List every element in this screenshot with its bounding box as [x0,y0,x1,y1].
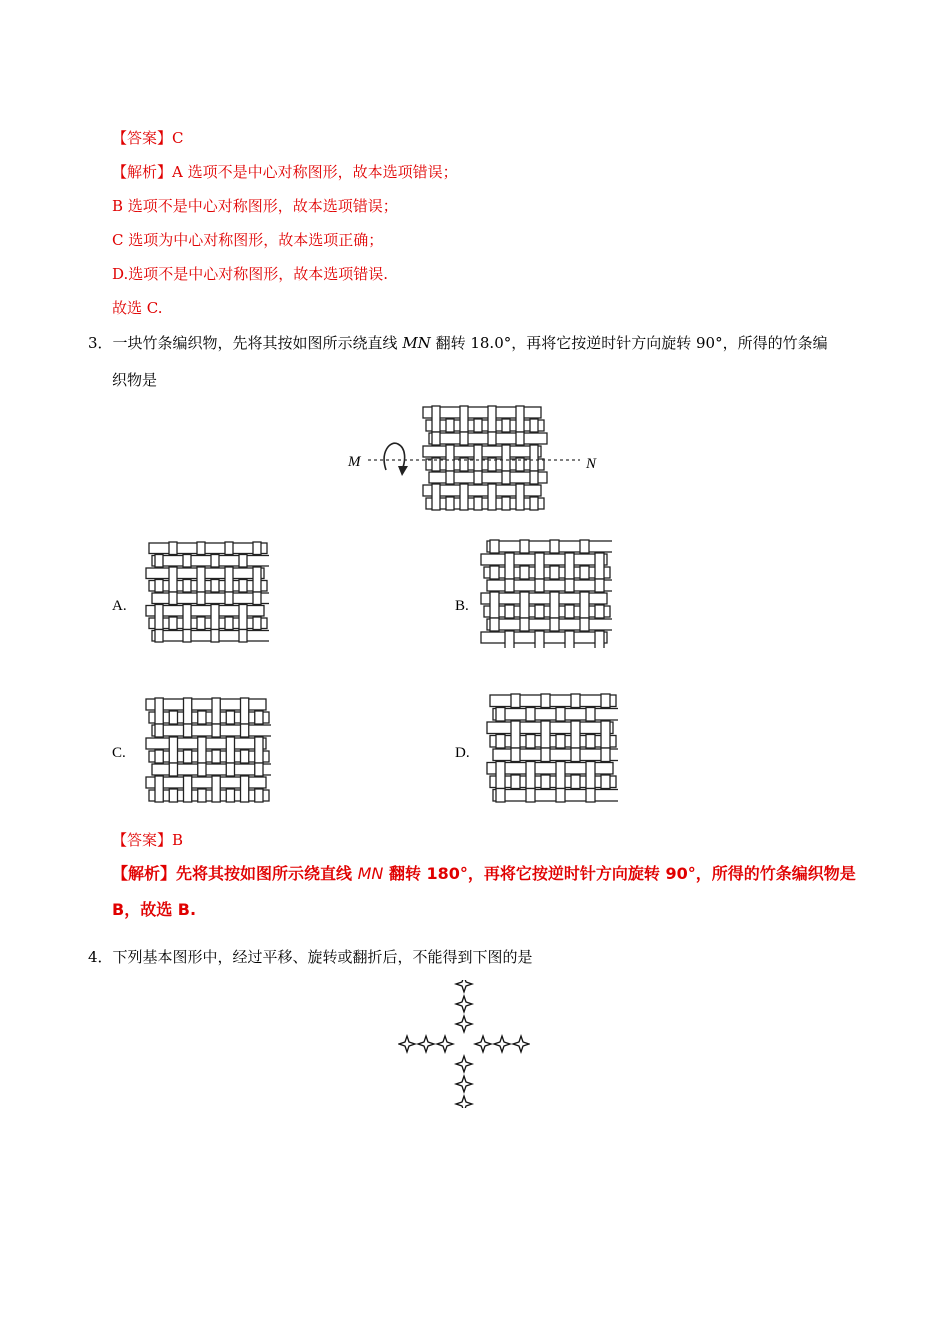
weave-strip-v [526,735,535,749]
weave-strip-v [556,708,565,722]
weave-strip-v [198,711,206,724]
weave-strip-v [488,406,496,432]
weave-strip-v [541,694,550,708]
weave-strip-v [595,579,604,592]
weave-strip-v [520,540,529,553]
weave-strip-v [490,592,499,618]
weave-strip-v [502,471,510,484]
option-d-figure[interactable] [486,690,618,808]
weave-strip-v [516,406,524,432]
weave-strip-v [496,735,505,749]
weave-strip-v [211,630,219,643]
weave-strip-v [595,631,604,648]
weave-strip-v [226,737,234,763]
weave-strip-v [601,694,610,708]
weave-strip-v [255,789,263,802]
weave-strip-v [580,618,589,631]
weave-strip-v [169,763,177,776]
q2-analysis-line-2: B 选项不是中心对称图形，故本选项错误； [112,197,398,215]
q2-analysis-line-3: C 选项为中心对称图形，故本选项正确； [112,231,384,249]
star-icon [456,996,472,1012]
weave-strip-v [505,579,514,592]
weave-strip-v [226,763,234,776]
star-icon [437,1036,453,1052]
weave-strip-v [197,617,205,630]
weave-strip-v [239,630,247,643]
star-icon [513,1036,529,1052]
q3-analysis-text-a: 先将其按如图所示绕直线 [176,864,358,883]
weave-strip-v [253,592,261,605]
weave-strip-v [155,724,163,737]
weave-strip-h [490,736,616,748]
weave-strip-v [225,567,233,592]
weave-strip-v [183,555,191,568]
weave-strip-v [530,419,538,432]
weave-strip-v [556,735,565,749]
q4-text: 下列基本图形中，经过平移、旋转或翻折后，不能得到下图的是 [112,948,533,966]
weave-strip-v [460,484,468,510]
weave-strip-v [586,735,595,749]
weave-strip-h [490,695,616,707]
weave-strip-v [169,789,177,802]
weave-strip-v [511,748,520,762]
weave-strip-v [212,698,220,724]
weave-strip-v [580,566,589,579]
q2-answer [112,128,184,148]
weave-strip-v [184,776,192,802]
q3-number: 3． [88,334,113,352]
weave-strip-h [484,567,610,578]
q2-conclusion: 故选 C. [112,299,163,317]
weave-strip-v [580,592,589,618]
weave-strip-v [183,605,191,630]
weave-strip-v [155,698,163,724]
q2-analysis-label: 【解析】 [112,163,173,181]
star-icon [494,1036,510,1052]
weave-strip-v [184,750,192,763]
q3-analysis-line-2: B，故选 B. [112,900,197,919]
weave-strip-v [516,432,524,445]
weave-strip-v [239,555,247,568]
weave-strip-h [484,606,610,617]
q2-analysis-text-1: A 选项不是中心对称图形，故本选项错误； [172,163,458,181]
weave-strip-v [550,566,559,579]
weave-strip-v [460,406,468,432]
weave-strip-v [155,605,163,630]
weave-strip-v [474,471,482,484]
weave-strip-v [505,631,514,648]
weave-strip-v [490,540,499,553]
star-icon [418,1036,434,1052]
weave-strip-v [197,592,205,605]
weave-strip-v [595,605,604,618]
weave-strip-v [226,711,234,724]
weave-strip-v [212,724,220,737]
weave-strip-v [446,497,454,510]
q3-main-figure [340,400,620,518]
weave-strip-v [550,540,559,553]
weave-strip-v [432,484,440,510]
q2-analysis-line-1 [112,162,458,182]
label-m: M [348,454,361,470]
weave-strip-v [535,631,544,648]
weave-strip-v [526,762,535,789]
weave-strip-v [541,748,550,762]
weave-strip-v [601,775,610,789]
weave-strip-v [446,419,454,432]
weave-strip-v [586,708,595,722]
weave-strip-v [601,721,610,748]
weave-strip-v [535,605,544,618]
weave-strip-v [535,579,544,592]
weave-strip-v [520,566,529,579]
weave-strip-v [169,737,177,763]
weave-strip-v [490,566,499,579]
q3-answer [112,830,183,850]
weave-strip-v [198,789,206,802]
weave-strip-h [149,790,269,801]
weave-strip-v [535,553,544,579]
main-weave [423,406,547,510]
weave-strip-v [432,432,440,445]
weave-strip-h [149,581,267,592]
weave-strip-v [460,432,468,445]
weave-strip-v [502,445,510,471]
q2-answer-label: 【答案】 [112,129,173,147]
weave-strip-h [490,776,616,788]
flip-arrow-icon [384,443,404,470]
weave-strip-v [571,748,580,762]
weave-strip-v [155,630,163,643]
weave-strip-v [520,618,529,631]
weave-strip-v [226,789,234,802]
option-d-label[interactable]: D. [455,745,470,761]
weave-strip-v [212,776,220,802]
weave-strip-v [241,724,249,737]
q2-analysis-line-4: D.选项不是中心对称图形，故本选项错误. [112,265,389,283]
weave-strip-v [496,762,505,789]
q3-var-mn: MN [402,334,431,352]
weave-strip-v [516,484,524,510]
weave-strip-v [155,776,163,802]
weave-strip-v [550,592,559,618]
option-a-figure[interactable] [145,538,269,648]
weave-strip-v [530,471,538,484]
weave-strip-h [426,498,544,509]
q3-analysis-label: 【解析】 [112,864,177,883]
weave-strip-v [446,471,454,484]
weave-strip-v [595,553,604,579]
weave-strip-v [601,748,610,762]
weave-strip-v [490,618,499,631]
q4-star-cross-figure [398,980,530,1108]
weave-strip-v [255,763,263,776]
star-icon [456,1056,472,1072]
weave-strip-v [496,708,505,722]
weave-strip-v [511,775,520,789]
weave-strip-v [505,553,514,579]
weave-strip-v [446,445,454,471]
weave-strip-v [541,721,550,748]
weave-strip-v [565,605,574,618]
weave-strip-v [198,737,206,763]
star-icon [456,980,472,992]
weave-strip-v [488,484,496,510]
weave-strip-v [526,789,535,803]
weave-strip-h [149,712,269,723]
q3-analysis-text-b: 翻转 180°，再将它按逆时针方向旋转 90°，所得的竹条编织物是 [383,864,856,883]
weave-strip-v [530,445,538,471]
weave-strip-v [211,605,219,630]
label-n: N [586,456,597,472]
q4-number: 4． [88,948,113,966]
weave-strip-v [520,592,529,618]
star-icon [399,1036,415,1052]
weave-strip-v [241,776,249,802]
option-b-label[interactable]: B. [455,598,469,614]
star-icon [475,1036,491,1052]
q3-analysis-var: MN [357,864,384,883]
weave-strip-v [571,775,580,789]
weave-strip-v [253,617,261,630]
weave-strip-v [169,711,177,724]
weave-strip-v [239,605,247,630]
weave-strip-v [225,542,233,555]
weave-strip-v [255,737,263,763]
weave-strip-v [225,592,233,605]
weave-strip-v [198,763,206,776]
weave-strip-v [155,750,163,763]
option-c-label[interactable]: C. [112,745,126,761]
q3-analysis-line-1 [112,864,856,884]
weave-strip-v [496,789,505,803]
option-b-figure[interactable] [480,536,612,648]
weave-strip-v [502,419,510,432]
weave-strip-v [169,542,177,555]
weave-strip-v [432,406,440,432]
weave-strip-v [197,542,205,555]
weave-strip-v [211,555,219,568]
weave-strip-v [511,721,520,748]
weave-strip-v [225,617,233,630]
weave-strip-v [571,694,580,708]
weave-strip-v [474,445,482,471]
weave-strip-v [212,750,220,763]
weave-strip-v [169,567,177,592]
weave-strip-v [183,630,191,643]
weave-strip-h [149,751,269,762]
q3-answer-label: 【答案】 [112,831,173,849]
weave-strip-v [586,762,595,789]
weave-strip-v [183,580,191,593]
weave-strip-v [184,698,192,724]
weave-strip-h [149,543,267,554]
star-icon [456,1096,472,1108]
weave-strip-v [155,580,163,593]
weave-strip-v [211,580,219,593]
arrow-head-icon [398,466,408,476]
q3-text-b: 翻转 18.0°，再将它按逆时针方向旋转 90°，所得的竹条编 [430,334,828,352]
weave-strip-v [565,579,574,592]
q3-text-a: 一块竹条编织物，先将其按如图所示绕直线 [112,334,403,352]
weave-strip-v [502,497,510,510]
weave-strip-v [474,497,482,510]
weave-strip-h [426,420,544,431]
weave-strip-v [541,775,550,789]
weave-strip-v [511,694,520,708]
weave-strip-v [488,432,496,445]
option-a-label[interactable]: A. [112,598,127,614]
weave-strip-v [253,542,261,555]
q3-stem-line-1 [88,333,828,353]
weave-strip-v [241,698,249,724]
weave-strip-v [556,762,565,789]
weave-strip-v [571,721,580,748]
star-icon [456,1016,472,1032]
q3-answer-value: B [172,831,184,849]
weave-strip-v [556,789,565,803]
q3-stem-line-2: 织物是 [112,371,158,389]
weave-strip-v [586,789,595,803]
q4-stem [88,947,533,967]
weave-strip-v [184,724,192,737]
option-c-figure[interactable] [145,694,271,806]
weave-strip-h [426,459,544,470]
weave-strip-v [197,567,205,592]
weave-strip-h [149,618,267,629]
star-icon [456,1076,472,1092]
weave-strip-v [474,419,482,432]
weave-strip-v [253,567,261,592]
weave-strip-v [565,553,574,579]
weave-strip-v [530,497,538,510]
weave-strip-v [155,555,163,568]
weave-strip-v [580,540,589,553]
weave-strip-v [505,605,514,618]
q2-answer-value: C [172,129,184,147]
weave-strip-v [241,750,249,763]
weave-strip-v [255,711,263,724]
weave-strip-v [169,592,177,605]
weave-strip-v [526,708,535,722]
weave-strip-v [239,580,247,593]
weave-strip-v [169,617,177,630]
weave-strip-v [565,631,574,648]
weave-strip-v [550,618,559,631]
